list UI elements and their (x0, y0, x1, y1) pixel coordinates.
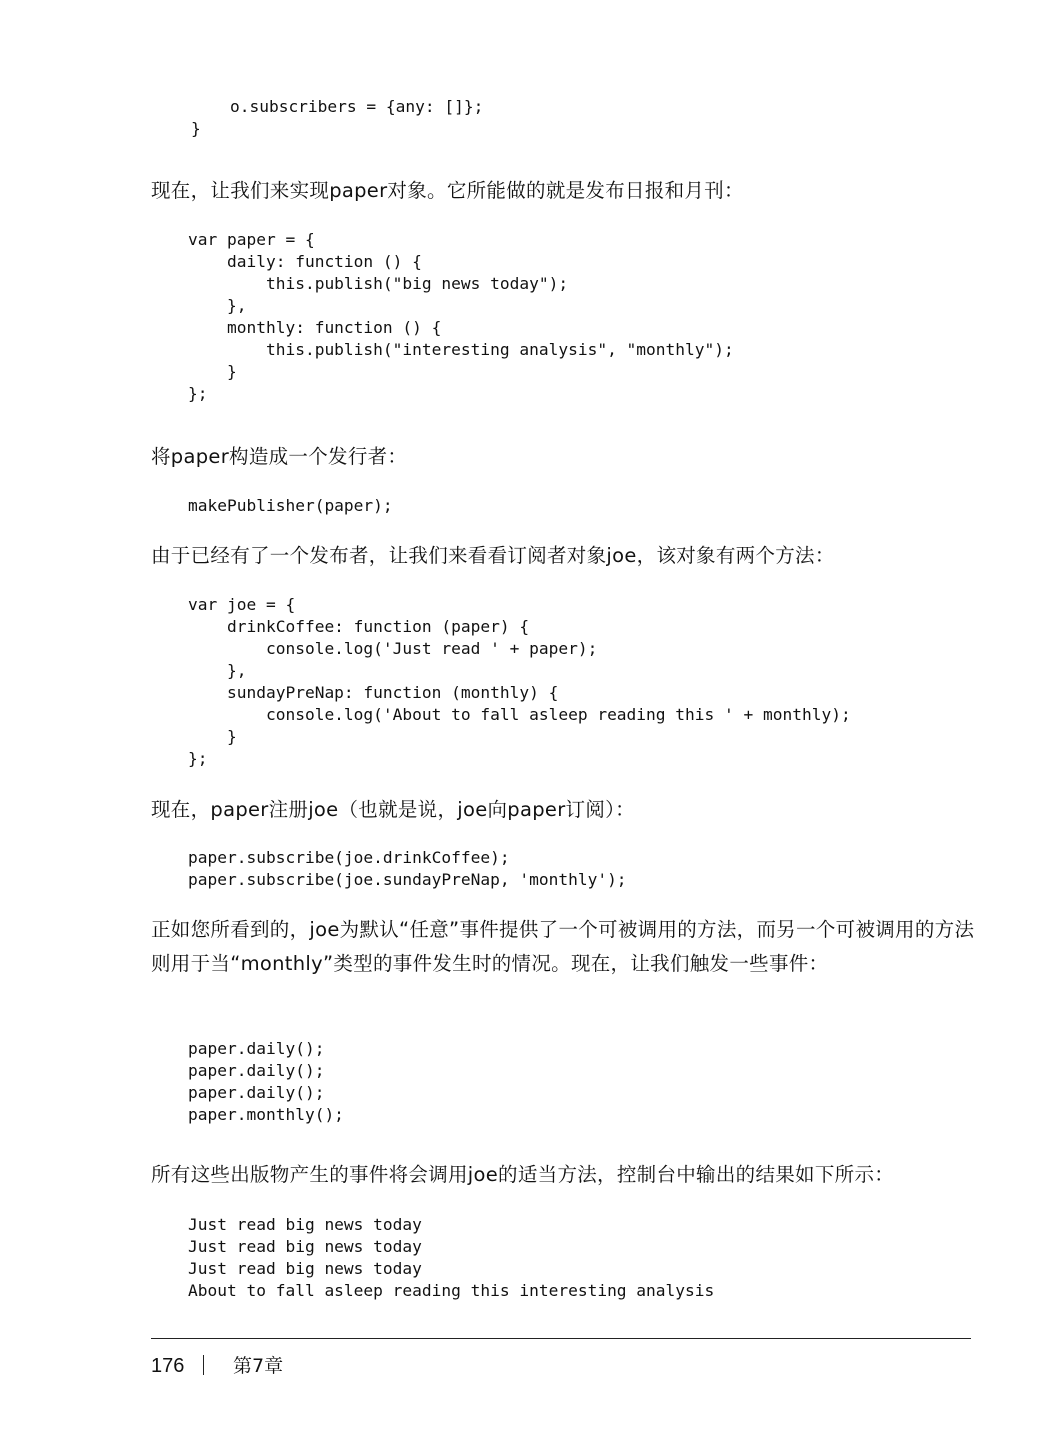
paragraph-joe-intro: 由于已经有了一个发布者，让我们来看看订阅者对象joe，该对象有两个方法： (151, 544, 835, 567)
footer-separator (203, 1355, 204, 1375)
code-block-subscribe: paper.subscribe(joe.drinkCoffee); paper.subscribe(joe.sundayPreNap, 'monthly'); (188, 848, 627, 889)
paragraph-output: 所有这些出版物产生的事件将会调用joe的适当方法，控制台中输出的结果如下所示： (151, 1163, 895, 1186)
paragraph-make-publisher: 将paper构造成一个发行者： (151, 445, 408, 468)
paragraph-paper-intro: 现在，让我们来实现paper对象。它所能做的就是发布日报和月刊： (151, 179, 744, 202)
code-block-paper: var paper = { daily: function () { this.publish("big news today"); }, monthly: function () { this.publish("interesting analysis", "monthly"); } }; (188, 230, 734, 403)
paragraph-subscribe: 现在，paper注册joe（也就是说，joe向paper订阅）： (151, 798, 635, 821)
page-number: 176 (151, 1355, 185, 1377)
chapter-label: 第7章 (233, 1355, 284, 1377)
code-block-console-output: Just read big news today Just read big news today Just read big news today About to fall asleep reading this interesting analysis (188, 1215, 715, 1300)
code-block-subscribers-end: o.subscribers = {any: []}; } (190, 97, 484, 138)
footer-rule (151, 1338, 971, 1339)
code-block-joe: var joe = { drinkCoffee: function (paper) { console.log('Just read ' + paper); }, sundayPreNap: function (monthly) { console.log('About to fall asleep reading this ' + monthly); } }; (188, 595, 851, 768)
code-block-fire-events: paper.daily(); paper.daily(); paper.daily(); paper.monthly(); (188, 1039, 344, 1124)
code-block-make-publisher: makePublisher(paper); (188, 496, 393, 515)
paragraph-events: 正如您所看到的，joe为默认“任意”事件提供了一个可被调用的方法，而另一个可被调用的方法则用于当“monthly”类型的事件发生时的情况。现在，让我们触发一些事件： (151, 918, 975, 975)
